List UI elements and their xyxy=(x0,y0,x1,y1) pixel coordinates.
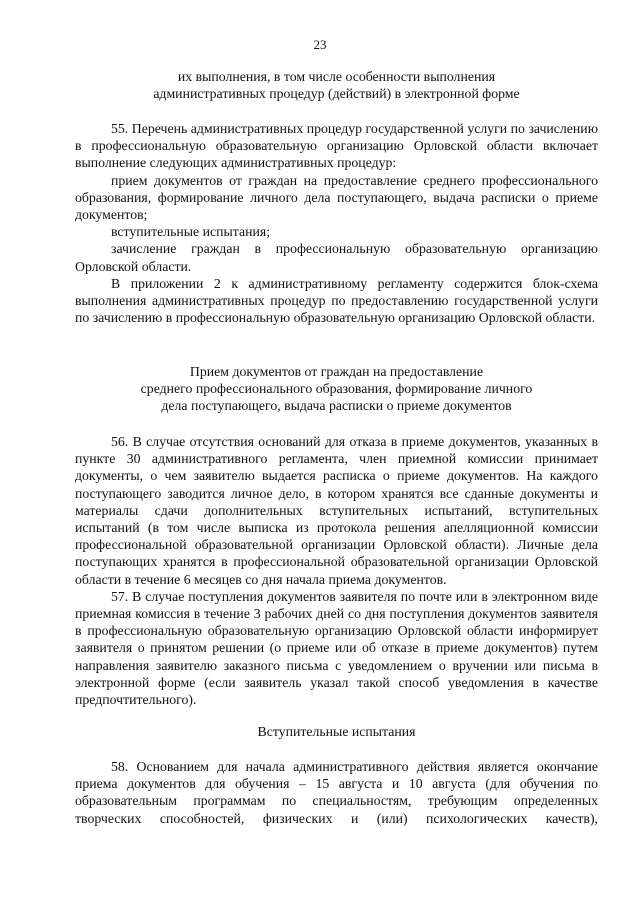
section-heading-continuation xyxy=(75,68,598,102)
paragraph-55: 55. Перечень административных процедур государственной услуги по зачислению в профессиональную образовательную организацию Орловской области включает выполнение следующих административных процедур: xyxy=(75,121,598,171)
list-item: вступительные испытания; xyxy=(111,224,271,240)
section-heading-entrance-tests: Вступительные испытания xyxy=(257,724,416,739)
list-item: зачисление граждан в профессиональную образовательную организацию Орловской области. xyxy=(75,241,598,274)
heading-line: Прием документов от граждан на предоставление xyxy=(189,364,484,379)
paragraph-58-block xyxy=(75,758,598,827)
paragraph-56: 56. В случае отсутствия оснований для отказа в приеме документов, указанных в пункте 30 административного регламента, член приемной комиссии принимает документы, о чем заявителю выдается расписка о приеме документов. На каждого поступающего заводится личное дело, в котором хранятся все сданные документы и материалы сдачи дополнительных вступительных испытаний, вступительных испытаний (в том числе выписка из протокола решения апелляционной комиссии профессиональной образовательной организации Орловской области). Личные дела поступающих хранятся в профессиональной образовательной организации Орловской области в течение 6 месяцев со дня начала приема документов. xyxy=(75,434,598,587)
page-number: 23 xyxy=(313,37,327,52)
heading-line: их выполнения, в том числе особенности выполнения xyxy=(177,69,496,84)
paragraph-57: 57. В случае поступления документов заявителя по почте или в электронном виде приемная комиссия в течение 3 рабочих дней со дня поступления документов заявителя в профессиональную образовательную организацию Орловской области информирует заявителя о принятом решении (о приеме или об отказе в приеме документов) путем направления заявителю заказного письма с уведомлением о вручении или письма в электронной форме (если заявитель указал такой способ уведомления в качестве предпочтительного). xyxy=(75,588,598,708)
heading-line: дела поступающего, выдача расписки о приеме документов xyxy=(161,398,512,414)
section-heading-document-intake xyxy=(75,363,598,415)
paragraphs-56-57 xyxy=(75,433,598,708)
paragraph-55-block xyxy=(75,120,598,326)
heading-line: среднего профессионального образования, формирование личного xyxy=(140,381,533,397)
list-item: прием документов от граждан на предоставление среднего профессионального образования, формирование личного дела поступающего, выдача расписки о приеме документов; xyxy=(75,172,598,223)
paragraph-appendix-reference: В приложении 2 к административному регламенту содержится блок-схема выполнения административных процедур по предоставлению государственной услуги по зачислению в профессиональную образовательную организацию Орловской области. xyxy=(75,275,598,326)
heading-line: административных процедур (действий) в электронной форме xyxy=(153,86,520,102)
paragraph-58: 58. Основанием для начала административного действия является окончание приема документов для обучения – 15 августа и 10 августа (для обучения по образовательным программам по специальностям, требующим определенных творческих способностей, физических и (или) психологических качеств), xyxy=(75,759,598,826)
